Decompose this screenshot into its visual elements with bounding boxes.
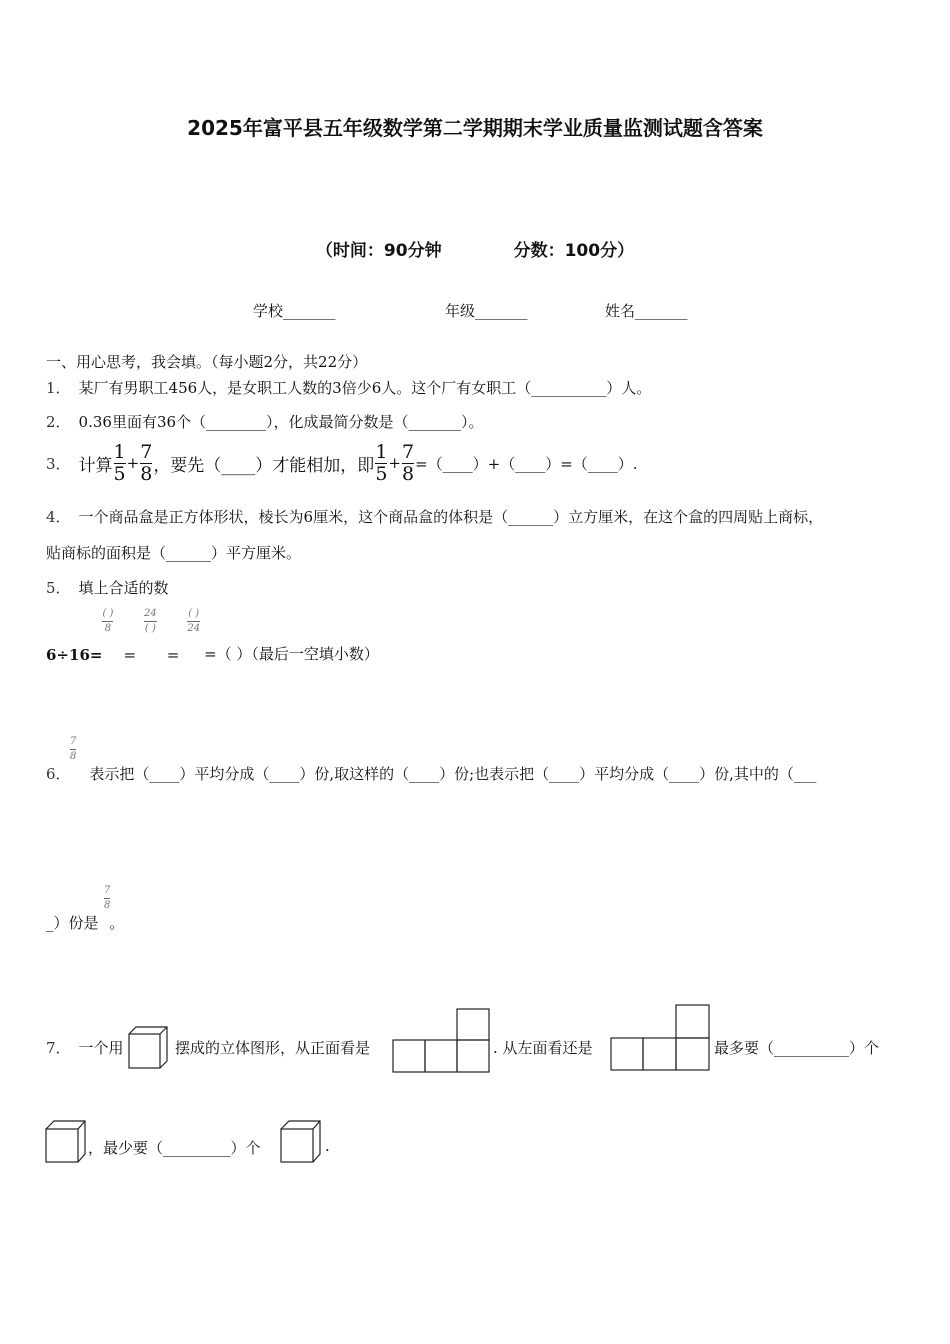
question-text: 一个商品盒是正方体形状，棱长为6厘米，这个商品盒的体积是（______）立方厘米，在这个盒的四周贴上商标，: [78, 508, 824, 526]
numerator: 7: [104, 885, 111, 896]
numerator: 7: [401, 440, 415, 463]
denominator: 8: [70, 751, 77, 762]
question-number: 6．: [46, 765, 71, 783]
question-number: 5．: [46, 579, 71, 597]
question-number: 2．: [46, 413, 71, 431]
equation-tail: =（ ）（最后一空填小数）: [204, 645, 379, 663]
numerator: 7: [140, 440, 153, 463]
blank-fraction-b: [144, 609, 157, 634]
question-6: [46, 736, 817, 784]
numerator: 1: [375, 440, 388, 463]
numerator: ( ): [102, 608, 114, 619]
question-text: 一个用: [78, 1039, 124, 1057]
left-view-figure: [610, 1004, 712, 1074]
denominator: 8: [104, 900, 111, 911]
numerator: 7: [70, 736, 77, 747]
question-text: 表示把（____）平均分成（____）份,取这样的（____）份;也表示把（____）平均分成（____）份,其中的（___: [89, 765, 817, 783]
question-1: [46, 377, 651, 398]
question-7-text-2: 摆成的立体图形，从正面看是: [175, 1039, 371, 1057]
denominator: 8: [104, 623, 112, 634]
question-6-line-2: [46, 885, 125, 933]
question-3: [46, 438, 638, 488]
name-field[interactable]: 姓名_______: [605, 302, 688, 320]
question-text: _）份是: [46, 914, 99, 932]
denominator: 5: [113, 462, 126, 485]
question-5-equation: [46, 608, 379, 664]
denominator: 5: [375, 462, 388, 485]
blank-fraction-c: [187, 609, 200, 634]
denominator: 24: [187, 623, 201, 634]
denominator: ( ): [144, 623, 156, 634]
denominator: 8: [140, 462, 153, 485]
fraction-1-5: [113, 440, 126, 485]
front-view-figure: [392, 1008, 492, 1074]
section-heading: 一、用心思考，我会填。（每小题2分，共22分）: [46, 353, 368, 371]
question-number: 1．: [46, 379, 71, 397]
numerator: ( ): [188, 608, 200, 619]
question-7-text-5: ，最少要（_________）个: [88, 1139, 261, 1157]
question-text: ，要先（____）才能相加，即: [153, 455, 375, 476]
denominator: 8: [401, 462, 415, 485]
question-4: [46, 506, 823, 527]
equation-lead: 6÷16=: [46, 646, 103, 664]
unit-cube-icon: [280, 1120, 322, 1164]
question-text: 填上合适的数: [78, 579, 169, 597]
exam-score: 分数：100分）: [513, 241, 635, 261]
grade-field[interactable]: 年级_______: [445, 302, 528, 320]
fraction-7-8: [140, 440, 153, 485]
question-number: 3．: [46, 454, 71, 473]
fraction-7-8-small: [70, 737, 76, 762]
question-4-line-2: 贴商标的面积是（______）平方厘米。: [46, 544, 302, 562]
exam-time: （时间：90分钟: [315, 241, 442, 261]
fraction-7-8: [401, 440, 415, 485]
question-5: [46, 577, 169, 598]
question-text: 。: [109, 914, 125, 932]
fraction-7-8-small: [104, 886, 110, 911]
equals-sign: =: [166, 646, 180, 664]
fraction-1-5: [375, 440, 388, 485]
blank-fraction-a: [102, 609, 113, 634]
school-field[interactable]: 学校_______: [253, 302, 336, 320]
question-text: =（____）+（____）=（____）.: [415, 454, 638, 473]
question-7: [46, 1037, 124, 1058]
question-7-text-3: . 从左面看还是: [493, 1039, 593, 1057]
question-7-text-4: 最多要（__________）个: [714, 1039, 880, 1057]
question-2: [46, 411, 484, 432]
unit-cube-icon: [45, 1120, 87, 1164]
question-number: 4．: [46, 508, 71, 526]
page-title: 2025年富平县五年级数学第二学期期末学业质量监测试题含答案: [187, 116, 763, 140]
unit-cube-icon: [128, 1026, 168, 1070]
question-7-text-6: .: [325, 1137, 330, 1155]
exam-meta: [0, 236, 950, 261]
plus-sign: +: [126, 454, 140, 472]
question-text: 0.36里面有36个（________），化成最简分数是（_______）。: [78, 413, 484, 431]
plus-sign: +: [388, 454, 401, 472]
numerator: 24: [144, 608, 157, 619]
question-text: 计算: [78, 455, 113, 476]
equals-sign: =: [123, 646, 137, 664]
question-number: 7．: [46, 1039, 71, 1057]
numerator: 1: [113, 440, 126, 463]
question-text: 某厂有男职工456人，是女职工人数的3倍少6人。这个厂有女职工（__________）人。: [78, 379, 652, 397]
